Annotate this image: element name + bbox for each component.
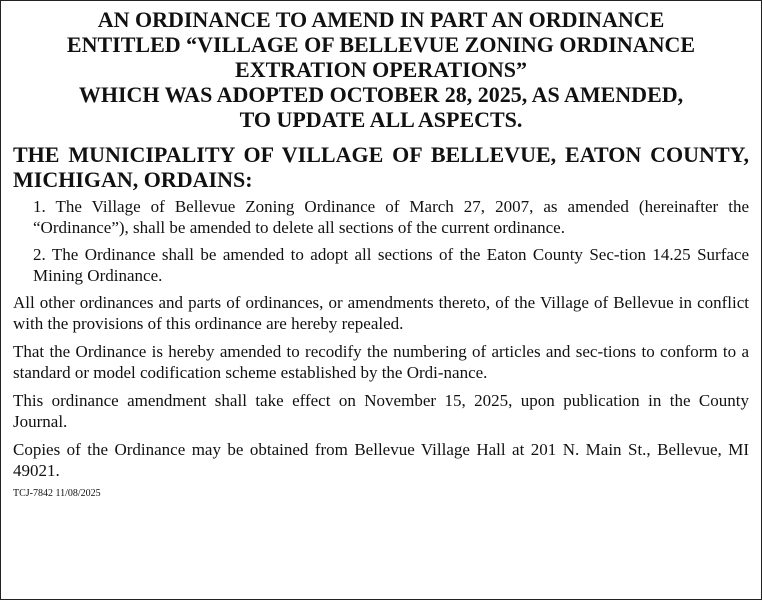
publication-reference: TCJ-7842 11/08/2025 [13,488,101,499]
title-line: WHICH WAS ADOPTED OCTOBER 28, 2025, AS AMENDED, [78,82,684,107]
copies-paragraph: Copies of the Ordinance may be obtained from Bellevue Village Hall at 201 N. Main St., Bellevue, MI 49021. [13,440,749,480]
title-line: ENTITLED “VILLAGE OF BELLEVUE ZONING ORDINANCE [66,32,696,57]
title-line: AN ORDINANCE TO AMEND IN PART AN ORDINANCE [97,7,665,32]
repeal-paragraph: All other ordinances and parts of ordinances, or amendments thereto, of the Village of Bellevue in conflict with the provisions of this ordinance are hereby repealed. [13,293,749,333]
title-line: EXTRATION OPERATIONS” [235,57,527,82]
numbered-item-1: 1. The Village of Bellevue Zoning Ordinance of March 27, 2007, as amended (hereinafter the “Ordinance”), shall be amended to delete all sections of the current ordinance. [33,197,749,237]
ordinance-title [13,7,749,132]
ordains-heading: THE MUNICIPALITY OF VILLAGE OF BELLEVUE, EATON COUNTY, MICHIGAN, ORDAINS: [13,142,749,192]
effective-date-paragraph: This ordinance amendment shall take effect on November 15, 2025, upon publication in the County Journal. [13,391,749,431]
recodify-paragraph: That the Ordinance is hereby amended to recodify the numbering of articles and sec-tions to conform to a standard or model codification scheme established by the Ordi-nance. [13,342,749,382]
title-line: TO UPDATE ALL ASPECTS. [239,107,523,132]
numbered-item-2: 2. The Ordinance shall be amended to adopt all sections of the Eaton County Sec-tion 14.25 Surface Mining Ordinance. [33,245,749,285]
